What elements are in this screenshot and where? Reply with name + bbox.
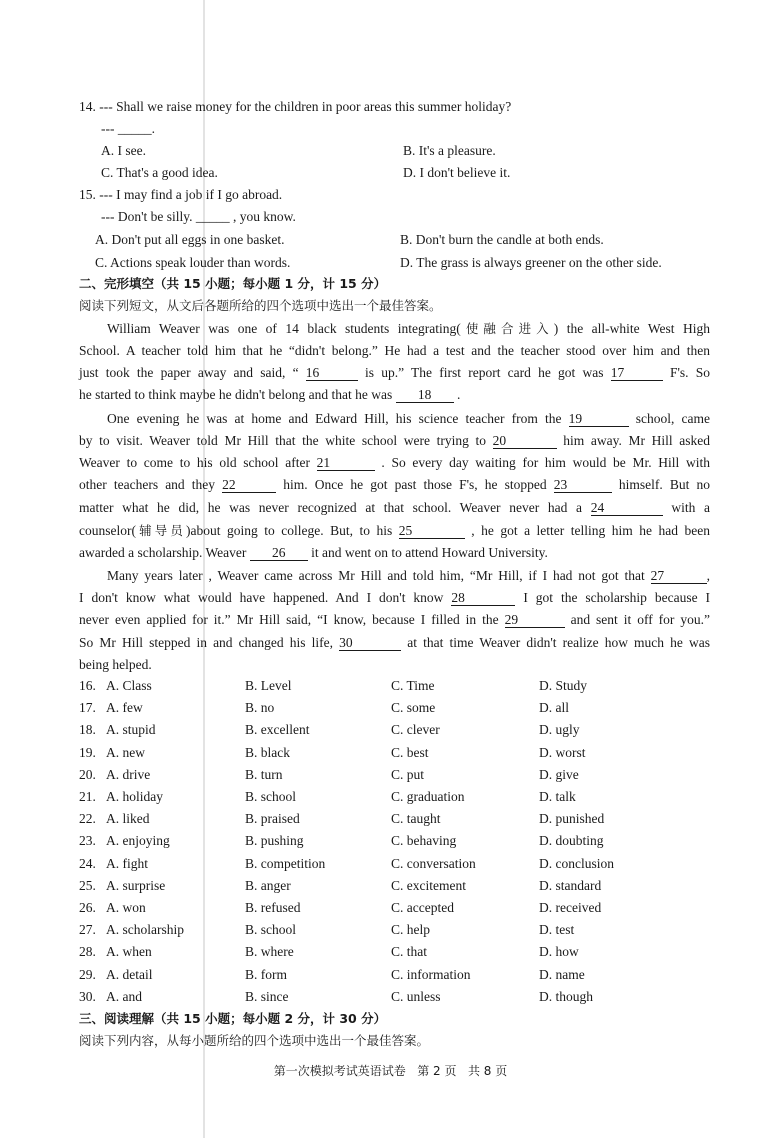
option-a: A. Class [106, 678, 152, 693]
question-number: 17. [79, 700, 96, 716]
gloss-cn: 使融合进入 [460, 321, 554, 336]
option-b: B. since [245, 988, 289, 1004]
option-a: A. new [106, 744, 145, 760]
question-number: 19. [79, 744, 96, 760]
gloss-cn: 辅导员 [135, 523, 186, 538]
blank-16: 16 [306, 366, 358, 381]
passage-line: matter what he did, he was never recognized at that school. Weaver never had a 24 with a [79, 500, 711, 515]
option-row [79, 788, 719, 806]
question-number: 29. [79, 966, 96, 982]
q14-reply [101, 120, 155, 137]
q15-stem: 15. --- I may find a job if I go abroad. [79, 187, 283, 202]
q14-stem: 14. --- Shall we raise money for the children in poor areas this summer holiday? [79, 99, 512, 114]
option-c: C. help [391, 922, 430, 938]
section2-instruction: 阅读下列短文，从文后各题所给的四个选项中选出一个最佳答案。 [79, 298, 442, 313]
passage-line: never even applied for it.” Mr Hill said, “I know, because I filled in the 29 and sent it off for you.” [79, 612, 710, 627]
footer-total: 共 8 页 [467, 1064, 508, 1078]
option-row [79, 832, 719, 850]
option-row [79, 988, 719, 1006]
q15-option-a: A. Don't put all eggs in one basket. [95, 232, 285, 247]
passage-line: I don't know what would have happened. And I don't know 28 I got the scholarship because I [79, 590, 711, 605]
option-a: A. won [106, 900, 146, 915]
passage-line: Weaver to come to his old school after 21 . So every day waiting for him would be Mr. Hill with [79, 455, 710, 470]
q14-reply-prefix: --- [101, 121, 115, 136]
option-d: D. punished [539, 811, 605, 827]
option-b: B. pushing [245, 833, 304, 849]
question-number: 23. [79, 833, 96, 849]
question-number: 28. [79, 944, 96, 960]
option-b: B. Level [245, 678, 292, 693]
footer-page: 第 2 页 [417, 1064, 457, 1078]
option-c: C. clever [391, 722, 440, 738]
passage-line: One evening he was at home and Edward Hill, his science teacher from the 19 school, came [107, 411, 710, 426]
question-number: 27. [79, 922, 96, 938]
passage-line: awarded a scholarship. Weaver 26 it and went on to attend Howard University. [79, 545, 548, 560]
option-a: A. when [106, 944, 152, 960]
passage-line: William Weaver was one of 14 black students integrating(使融合进入) the all-white West High [107, 321, 710, 336]
question-number: 24. [79, 855, 96, 871]
passage-line: being helped. [79, 657, 152, 672]
passage-line: So Mr Hill stepped in and changed his life, 30 at that time Weaver didn't realize how much he was [79, 635, 711, 650]
section3-instruction: 阅读下列内容，从每小题所给的四个选项中选出一个最佳答案。 [79, 1033, 430, 1048]
option-b: B. no [245, 700, 275, 716]
blank-27: 27 [651, 569, 707, 584]
option-b: B. school [245, 922, 297, 938]
question-number: 25. [79, 877, 96, 893]
footer-title: 第一次模拟考试英语试卷 [273, 1064, 406, 1078]
passage-line: School. A teacher told him that he “didn't belong.” He had a test and the teacher stood over him and then [79, 343, 710, 358]
blank-29: 29 [505, 613, 565, 628]
option-row [79, 810, 719, 828]
option-b: B. competition [245, 855, 326, 871]
option-d: D. worst [539, 744, 586, 760]
option-c: C. unless [391, 988, 441, 1004]
option-row [79, 966, 719, 984]
option-b: B. praised [245, 811, 300, 827]
option-a: A. detail [106, 966, 153, 982]
option-a: A. liked [106, 811, 150, 827]
q15-option-c: C. Actions speak louder than words. [95, 255, 291, 270]
q14-option-d: D. I don't believe it. [403, 165, 511, 180]
blank-18: 18 [396, 388, 454, 403]
blank-24: 24 [591, 501, 663, 516]
option-d: D. talk [539, 789, 576, 804]
option-d: D. though [539, 988, 593, 1004]
blank-28: 28 [451, 591, 515, 606]
blank-26: 26 [250, 546, 308, 561]
option-row [79, 921, 719, 939]
blank-17: 17 [611, 366, 663, 381]
option-d: D. received [539, 900, 602, 915]
q15-reply: --- Don't be silly. _____ , you know. [101, 209, 296, 224]
option-a: A. drive [106, 766, 151, 782]
option-c: C. information [391, 966, 471, 982]
blank-25: 25 [399, 524, 465, 539]
question-number: 16. [79, 678, 96, 693]
option-b: B. black [245, 744, 290, 760]
question-number: 18. [79, 722, 96, 738]
option-a: A. few [106, 700, 143, 716]
question-number: 30. [79, 988, 96, 1004]
option-row [79, 877, 719, 895]
option-b: B. excellent [245, 722, 310, 738]
option-c: C. behaving [391, 833, 457, 849]
option-row [79, 899, 719, 917]
question-number: 21. [79, 789, 96, 804]
q14-option-a: A. I see. [101, 143, 146, 158]
option-d: D. doubting [539, 833, 604, 849]
option-d: D. test [539, 922, 575, 938]
option-c: C. put [391, 766, 425, 782]
blank-30: 30 [339, 636, 401, 651]
option-row [79, 721, 719, 739]
q15-option-d: D. The grass is always greener on the other side. [400, 255, 662, 270]
option-d: D. ugly [539, 722, 580, 738]
question-number: 22. [79, 811, 96, 827]
option-d: D. Study [539, 678, 588, 693]
passage-line: counselor(辅导员)about going to college. But, to his 25 , he got a letter telling him he had been [79, 523, 710, 538]
blank-20: 20 [493, 434, 557, 449]
option-b: B. turn [245, 766, 283, 782]
option-c: C. some [391, 700, 436, 716]
option-row [79, 943, 719, 961]
option-d: D. give [539, 766, 579, 782]
question-number: 26. [79, 900, 96, 915]
passage-line: other teachers and they 22 him. Once he got past those F's, he stopped 23 himself. But no [79, 477, 711, 492]
passage-line: by to visit. Weaver told Mr Hill that the white school were trying to 20 him away. Mr Hill asked [79, 433, 711, 448]
passage-line: Many years later , Weaver came across Mr Hill and told him, “Mr Hill, if I had not got that 27 , [107, 568, 711, 583]
section2-heading: 二、完形填空（共 15 小题；每小题 1 分，计 15 分） [79, 276, 387, 291]
q14-option-b: B. It's a pleasure. [403, 143, 496, 158]
option-d: D. conclusion [539, 855, 614, 871]
option-c: C. Time [391, 678, 435, 693]
option-c: C. best [391, 744, 429, 760]
option-row [79, 699, 719, 717]
question-number: 20. [79, 766, 96, 782]
option-c: C. accepted [391, 900, 454, 915]
option-c: C. taught [391, 811, 441, 827]
option-a: A. enjoying [106, 833, 170, 849]
section3-heading: 三、阅读理解（共 15 小题；每小题 2 分，计 30 分） [79, 1011, 387, 1026]
option-d: D. name [539, 966, 585, 982]
option-d: D. standard [539, 877, 602, 893]
option-b: B. where [245, 944, 294, 960]
passage-line: just took the paper away and said, “ 16 is up.” The first report card he got was 17 F's. So [79, 365, 711, 380]
option-a: A. surprise [106, 877, 166, 893]
page-footer [0, 1062, 781, 1079]
option-a: A. holiday [106, 789, 163, 804]
option-b: B. refused [245, 900, 301, 915]
passage-line: he started to think maybe he didn't belong and that he was 18 . [79, 387, 461, 402]
option-c: C. that [391, 944, 427, 960]
blank-21: 21 [317, 456, 375, 471]
option-a: A. fight [106, 855, 148, 871]
option-a: A. and [106, 988, 142, 1004]
q14-option-c: C. That's a good idea. [101, 165, 218, 180]
option-a: A. stupid [106, 722, 156, 738]
option-d: D. how [539, 944, 579, 960]
option-b: B. school [245, 789, 297, 804]
blank-19: 19 [569, 412, 629, 427]
blank-23: 23 [554, 478, 612, 493]
option-row [79, 855, 719, 873]
blank-22: 22 [222, 478, 276, 493]
option-c: C. conversation [391, 855, 476, 871]
option-row [79, 766, 719, 784]
option-c: C. excitement [391, 877, 466, 893]
q14-reply-blank: _____. [117, 121, 155, 136]
option-row [79, 744, 719, 762]
option-d: D. all [539, 700, 569, 716]
option-a: A. scholarship [106, 922, 184, 938]
q15-option-b: B. Don't burn the candle at both ends. [400, 232, 604, 247]
option-row [79, 677, 719, 695]
option-c: C. graduation [391, 789, 465, 804]
option-b: B. anger [245, 877, 291, 893]
option-b: B. form [245, 966, 287, 982]
